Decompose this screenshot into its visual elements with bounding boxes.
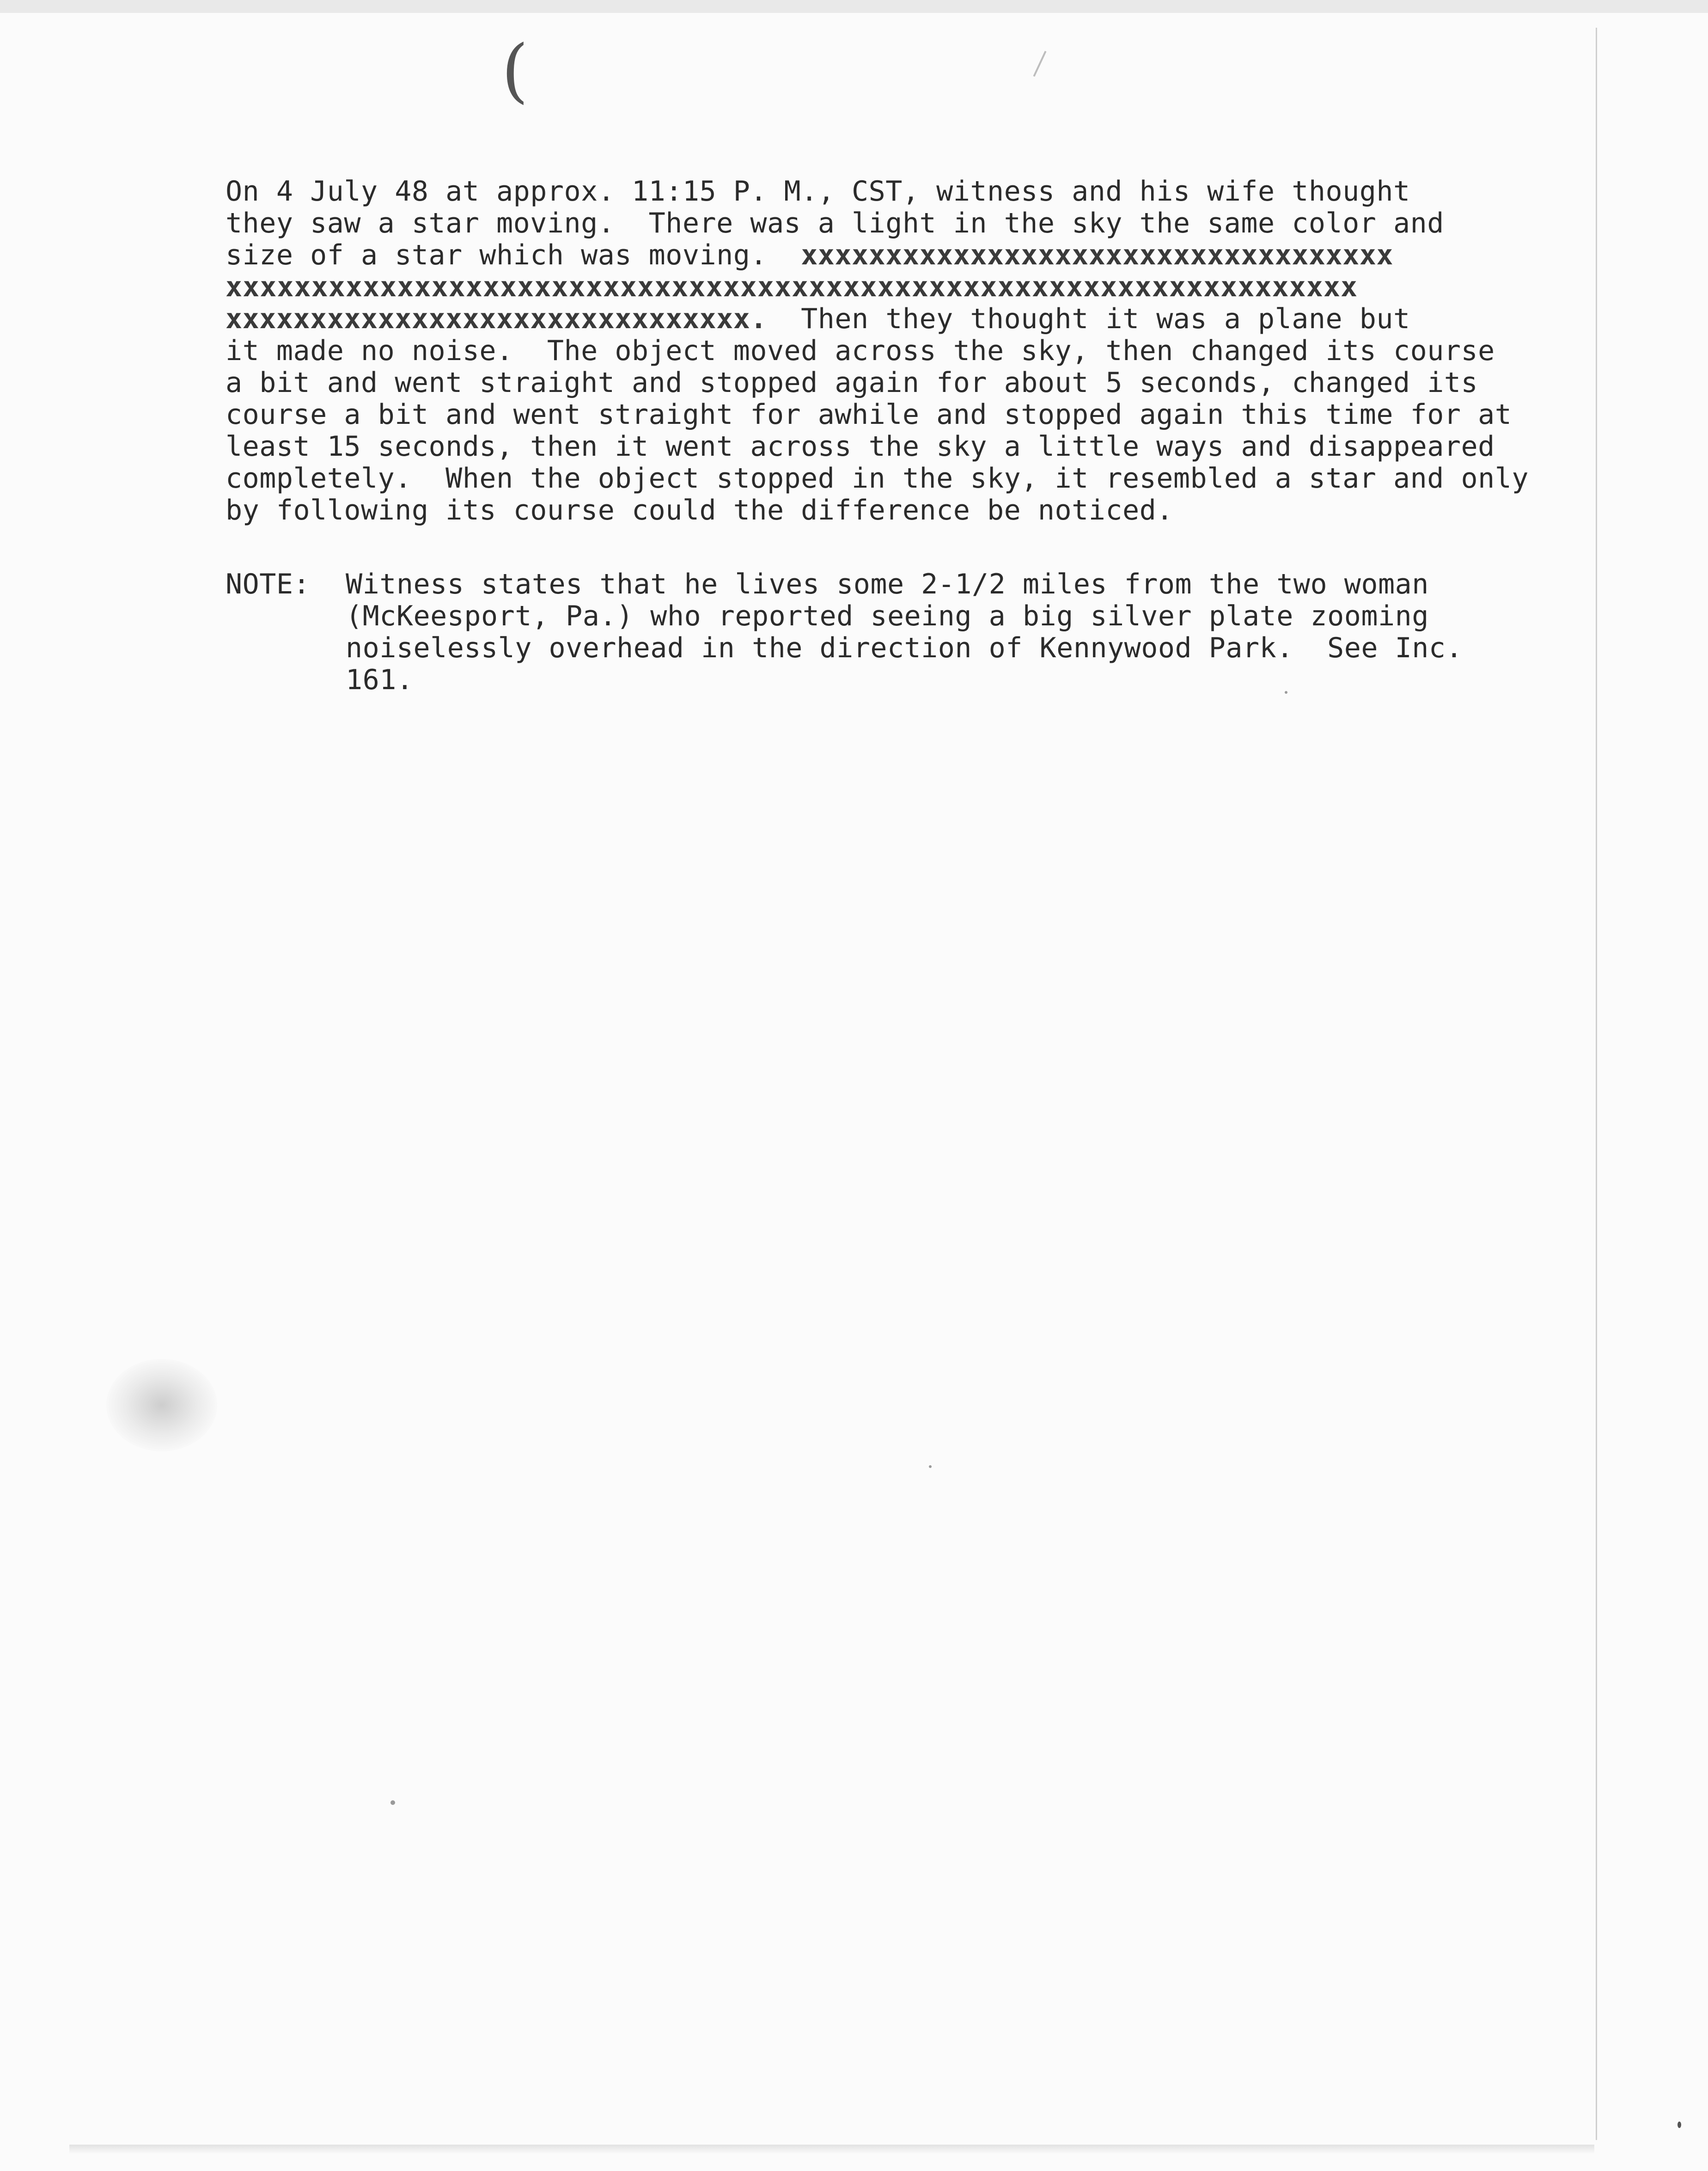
report-paragraph	[226, 176, 1556, 526]
scan-speck	[929, 1465, 932, 1468]
note-line-3: noiselessly overhead in the direction of Kennywood Park. See Inc.	[346, 632, 1463, 664]
note-line-1: Witness states that he lives some 2-1/2 miles from the two woman	[346, 568, 1429, 600]
struck-text-3: xxxxxxxxxxxxxxxxxxxxxxxxxxxxxxx.	[226, 303, 767, 335]
handwritten-paren-mark: (	[501, 31, 529, 111]
body-line-11: by following its course could the difference be noticed.	[226, 494, 1173, 526]
struck-text-2: xxxxxxxxxxxxxxxxxxxxxxxxxxxxxxxxxxxxxxxxxxxxxxxxxxxxxxxxxxxxxxxxxx	[226, 271, 1358, 303]
body-line-3	[226, 239, 1556, 271]
scan-speck	[390, 1800, 395, 1805]
body-line-5	[226, 303, 1556, 335]
note-body	[346, 569, 1566, 696]
note-line-2: (McKeesport, Pa.) who reported seeing a big silver plate zooming	[346, 600, 1429, 632]
body-line-10: completely. When the object stopped in the sky, it resembled a star and only	[226, 462, 1529, 495]
scan-right-edge	[1596, 28, 1597, 2140]
scan-top-edge	[0, 0, 1708, 13]
body-line-9: least 15 seconds, then it went across the sky a little ways and disappeared	[226, 430, 1495, 463]
body-line-7: a bit and went straight and stopped again for about 5 seconds, changed its	[226, 367, 1478, 399]
pencil-tick-mark	[1033, 51, 1047, 77]
note-label: NOTE:	[226, 568, 311, 600]
body-line-2: they saw a star moving. There was a light in the sky the same color and	[226, 207, 1444, 239]
struck-text-1: xxxxxxxxxxxxxxxxxxxxxxxxxxxxxxxxxxx	[801, 239, 1393, 271]
scan-bottom-edge	[69, 2145, 1594, 2154]
scan-smudge	[106, 1359, 217, 1451]
body-line-3-text: size of a star which was moving.	[226, 239, 801, 271]
body-line-8: course a bit and went straight for awhile and stopped again this time for at	[226, 398, 1512, 431]
scan-speck	[1678, 2122, 1681, 2128]
note-line-4: 161.	[346, 664, 414, 696]
body-line-5-text: Then they thought it was a plane but	[767, 303, 1410, 335]
body-line-6: it made no noise. The object moved across the sky, then changed its course	[226, 335, 1495, 367]
scan-speck	[1285, 691, 1287, 694]
body-line-1: On 4 July 48 at approx. 11:15 P. M., CST, witness and his wife thought	[226, 175, 1410, 208]
